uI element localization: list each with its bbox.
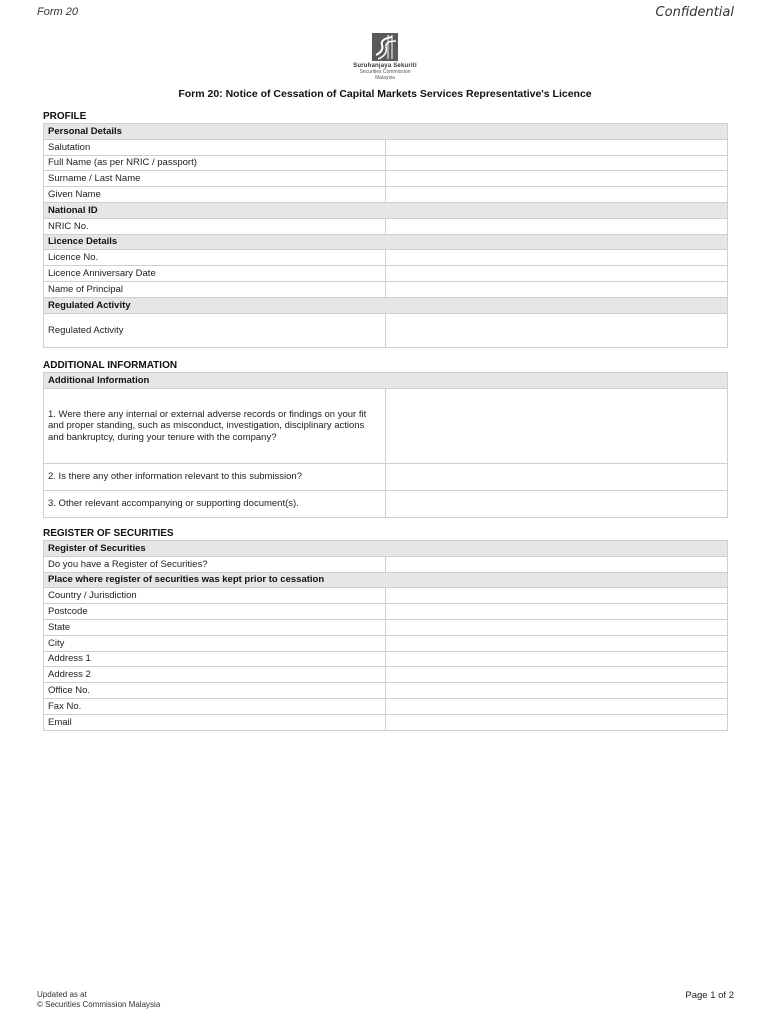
label-nric: NRIC No. [44, 218, 386, 234]
table-row [44, 388, 728, 463]
field-principal[interactable] [386, 281, 728, 297]
table-row [44, 266, 728, 282]
label-fax: Fax No. [44, 698, 386, 714]
register-section [43, 527, 728, 731]
sc-logo-icon [370, 33, 400, 61]
label-address1: Address 1 [44, 651, 386, 667]
field-given-name[interactable] [386, 187, 728, 203]
table-row [44, 187, 728, 203]
field-address1[interactable] [386, 651, 728, 667]
field-anniversary[interactable] [386, 266, 728, 282]
label-postcode: Postcode [44, 604, 386, 620]
field-surname[interactable] [386, 171, 728, 187]
label-regulated-activity: Regulated Activity [44, 313, 386, 347]
profile-table [43, 123, 728, 348]
label-given-name: Given Name [44, 187, 386, 203]
table-row [44, 139, 728, 155]
label-email: Email [44, 714, 386, 730]
table-row [44, 218, 728, 234]
label-country: Country / Jurisdiction [44, 588, 386, 604]
table-row [44, 155, 728, 171]
footer-copyright: © Securities Commission Malaysia [37, 1000, 161, 1009]
group-personal-details: Personal Details [44, 124, 728, 140]
form-label: Form 20 [37, 6, 78, 18]
field-postcode[interactable] [386, 604, 728, 620]
table-row [44, 667, 728, 683]
label-q1: 1. Were there any internal or external adverse records or findings on your fit and proper standing, such as misconduct, investigation, disciplinary actions and bankruptcy, during your tenure with the company? [44, 388, 386, 463]
field-address2[interactable] [386, 667, 728, 683]
label-principal: Name of Principal [44, 281, 386, 297]
label-city: City [44, 635, 386, 651]
footer-left [37, 990, 160, 1010]
table-row [44, 714, 728, 730]
group-national-id: National ID [44, 202, 728, 218]
confidential-label: Confidential [655, 5, 734, 20]
label-licence-no: Licence No. [44, 250, 386, 266]
group-licence-details: Licence Details [44, 234, 728, 250]
table-row [44, 313, 728, 347]
table-row [44, 588, 728, 604]
field-salutation[interactable] [386, 139, 728, 155]
table-row [44, 463, 728, 490]
group-place: Place where register of securities was kept prior to cessation [44, 572, 728, 588]
field-q2[interactable] [386, 463, 728, 490]
field-q1[interactable] [386, 388, 728, 463]
field-q3[interactable] [386, 490, 728, 517]
field-email[interactable] [386, 714, 728, 730]
table-row [44, 171, 728, 187]
table-row [44, 604, 728, 620]
group-regulated-activity: Regulated Activity [44, 297, 728, 313]
label-state: State [44, 619, 386, 635]
group-register: Register of Securities [44, 541, 728, 557]
group-additional-info: Additional Information [44, 373, 728, 389]
field-regulated-activity[interactable] [386, 313, 728, 347]
section-title-register: REGISTER OF SECURITIES [43, 528, 174, 539]
label-office: Office No. [44, 683, 386, 699]
logo-sub1: Securities Commission [359, 69, 411, 75]
label-surname: Surname / Last Name [44, 171, 386, 187]
field-have-register[interactable] [386, 556, 728, 572]
table-row [44, 490, 728, 517]
table-row [44, 683, 728, 699]
table-row [44, 281, 728, 297]
table-row [44, 556, 728, 572]
logo-name: Suruhanjaya Sekuriti [353, 63, 417, 69]
label-address2: Address 2 [44, 667, 386, 683]
table-row [44, 698, 728, 714]
field-state[interactable] [386, 619, 728, 635]
footer-updated: Updated as at [37, 990, 87, 999]
table-row [44, 619, 728, 635]
field-city[interactable] [386, 635, 728, 651]
label-q3: 3. Other relevant accompanying or supporting document(s). [44, 490, 386, 517]
field-nric[interactable] [386, 218, 728, 234]
form-title: Form 20: Notice of Cessation of Capital Markets Services Representative's Licence [178, 88, 592, 100]
field-licence-no[interactable] [386, 250, 728, 266]
sc-logo [340, 33, 430, 81]
label-anniversary: Licence Anniversary Date [44, 266, 386, 282]
label-have-register: Do you have a Register of Securities? [44, 556, 386, 572]
page-number: Page 1 of 2 [685, 990, 734, 1001]
field-country[interactable] [386, 588, 728, 604]
section-title-additional: ADDITIONAL INFORMATION [43, 360, 178, 371]
section-title-profile: PROFILE [43, 111, 87, 122]
table-row [44, 250, 728, 266]
field-full-name[interactable] [386, 155, 728, 171]
table-row [44, 635, 728, 651]
logo-sub2: Malaysia [375, 75, 395, 81]
profile-section [43, 110, 728, 348]
label-salutation: Salutation [44, 139, 386, 155]
field-office[interactable] [386, 683, 728, 699]
additional-table [43, 372, 728, 518]
additional-section [43, 359, 728, 518]
label-full-name: Full Name (as per NRIC / passport) [44, 155, 386, 171]
label-q2: 2. Is there any other information relevant to this submission? [44, 463, 386, 490]
table-row [44, 651, 728, 667]
register-table [43, 540, 728, 731]
field-fax[interactable] [386, 698, 728, 714]
